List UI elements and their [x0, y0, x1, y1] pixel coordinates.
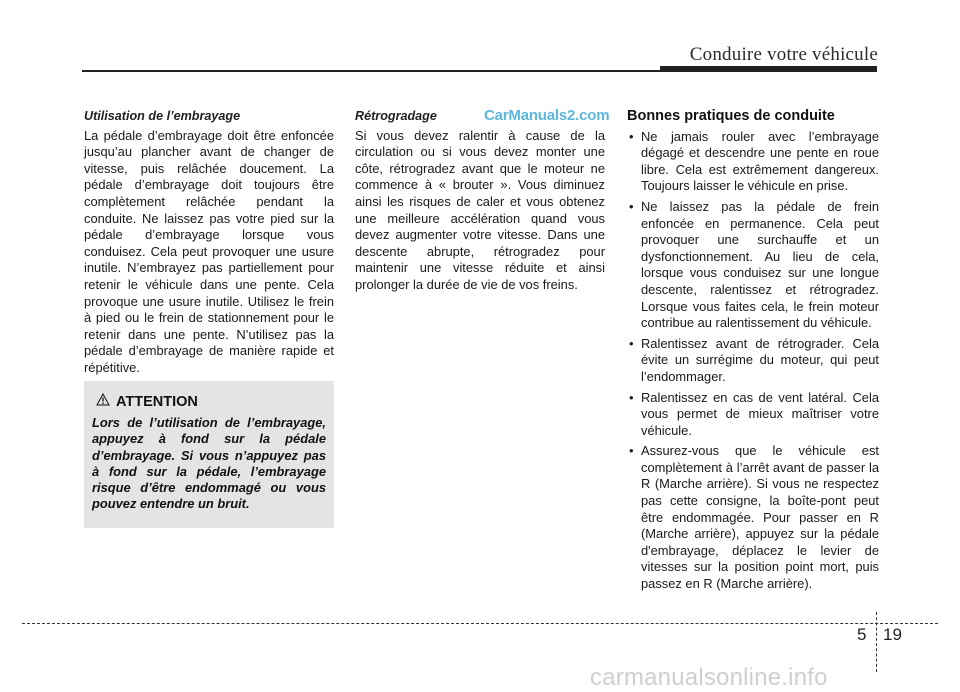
- chapter-number: 5: [857, 625, 867, 644]
- warning-triangle-icon: [96, 393, 116, 411]
- footer-divider: [22, 623, 938, 624]
- watermark-link[interactable]: CarManuals2.com: [484, 107, 610, 124]
- header-rule-accent: [660, 66, 877, 72]
- list-item: [627, 443, 879, 592]
- bullet-icon: •: [629, 389, 634, 405]
- bullet-icon: •: [629, 198, 634, 214]
- footer-watermark[interactable]: carmanualsonline.info: [590, 664, 828, 691]
- paragraph-clutch: La pédale d’embrayage doit être enfoncée jusqu’au plancher avant de changer de vitesse, puis relâchée doucement. La pédale d’embrayage doit toujours être complètement relâchée pendant la conduite. Ne laissez pas votre pied sur la pédale d’embrayage lorsque vous conduisez. Cela peut provoquer une usure inutile. N’embrayez pas partiellement pour retenir le véhicule dans une pente. Cela provoque une usure inutile. Utilisez le frein à pied ou le frein de stationnement pour le retenir dans une pente. N’utilisez pas la pédale d’embrayage de manière rapide et répétitive.: [84, 127, 334, 375]
- section-title-good-practices: Bonnes pratiques de conduite: [627, 108, 835, 124]
- practices-list: [627, 129, 879, 593]
- page-header-title: Conduire votre véhicule: [689, 44, 878, 65]
- page-number: 19: [883, 625, 902, 644]
- list-item: [627, 199, 879, 332]
- attention-title: ATTENTION: [116, 394, 198, 410]
- paragraph-downshift: Si vous devez ralentir à cause de la circulation ou si vous devez monter une côte, rétrogradez avant que le moteur ne commence à « brouter ». Vous diminuez ainsi les risques de caler et vous obtenez une meilleure accélération quand vous devez augmenter votre vitesse. Dans une descente abrupte, rétrogradez pour maintenir une vitesse réduite et ainsi prolonger la durée de vie de vos freins.: [355, 127, 605, 292]
- list-item-text: Ralentissez avant de rétrograder. Cela évite un surrégime du moteur, qui peut l’endommager.: [641, 335, 879, 384]
- list-item: [627, 129, 879, 195]
- column-left: [84, 108, 334, 377]
- bullet-icon: •: [629, 335, 634, 351]
- bullet-icon: •: [629, 443, 634, 459]
- attention-box: [84, 381, 334, 528]
- list-item: [627, 336, 879, 386]
- section-heading-downshift: Rétrogradage: [355, 109, 437, 123]
- section-heading-clutch: Utilisation de l’embrayage: [84, 109, 241, 123]
- list-item-text: Ne jamais rouler avec l’embrayage dégagé et descendre une pente en roue libre. Cela est extrêmement dangereux. Toujours laisser le véhicule en prise.: [641, 128, 879, 194]
- attention-text: Lors de l’utilisation de l’embrayage, appuyez à fond sur la pédale d’embrayage. Si vous n’appuyez pas à fond sur la pédale, l’embrayage risque d’être endommagé ou vous pouvez entendre un bruit.: [92, 415, 326, 512]
- column-middle: [355, 108, 605, 294]
- bullet-icon: •: [629, 128, 634, 144]
- list-item-text: Ralentissez en cas de vent latéral. Cela vous permet de mieux maîtriser votre véhicule.: [641, 389, 879, 438]
- column-right: [627, 108, 879, 597]
- page-number-divider: [876, 612, 877, 672]
- list-item-text: Assurez-vous que le véhicule est complètement à l’arrêt avant de passer la R (Marche arrière). Si vous ne respectez pas cette consigne, la boîte-pont peut être endommagée. Pour passer en R (Marche arrière), appuyez sur la pédale d'embrayage, déplacez le levier de vitesses sur la position point mort, puis passez en R (Marche arrière).: [641, 443, 879, 592]
- list-item-text: Ne laissez pas la pédale de frein enfoncée en permanence. Cela peut provoquer une surchauffe et un dysfonctionnement. Au lieu de cela, lorsque vous conduisez sur une longue descente, ralentissez et rétrogradez. Lorsque vous faites cela, le frein moteur contribue au ralentissement du véhicule.: [641, 198, 879, 331]
- list-item: [627, 390, 879, 440]
